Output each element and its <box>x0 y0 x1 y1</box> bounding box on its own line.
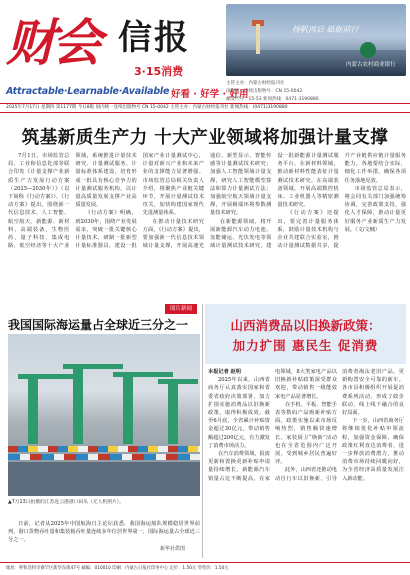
ad-bank-name: 内蒙古农村商业银行 <box>346 62 396 68</box>
port-photo <box>8 334 200 496</box>
info-line: 主管主办：内蒙古财经报刊社 <box>226 81 285 86</box>
edition-label: 3·15消费 <box>134 65 184 78</box>
port-headline: 我国国际海运量占全球近三分之一 <box>8 318 189 332</box>
shanxi-headline-1: 山西消费品以旧换新政策： <box>230 318 381 333</box>
article-paragraph: 7月1日，市场监管总局、工业和信息化部等联合印发《计量支撑产业新质生产力发展行动方案（2025—2030年）》（以下简称《行动方案》）。《行动方案》提出，围绕新一代信息技术、人工智能、航空航天、新能源、新材料、高端装备、生物医药、量子科技、集成电路、低空经济等十大产业领域，系统推进计量技术研究、计量测试服务、计量标准体系建设，培育形成一批具有核心竞争力的计量测试服务机构，以计量高质量发展支撑产业高质量发展。 <box>8 153 137 250</box>
crane-image <box>73 364 83 444</box>
bank-logo-icon <box>360 42 376 58</box>
photo-caption: ▲7月13日拍摄的江苏连云港港口码头（无人机照片）。 <box>8 500 124 505</box>
crane-image <box>123 372 133 444</box>
newspaper-logo <box>6 8 206 83</box>
article-paragraph: 在汽车消费领域，报废更新和置换更新补贴申请量持续增长，新能源汽车销量占比不断提高。在家电领域，8大类家电产品以旧换新补贴政策深受群众欢迎，带动销售一级能效家电产品显著增长。 <box>208 369 337 482</box>
article-paragraph: 市场监管总局表示，将会同有关部门加强统筹协调，完善政策支持，强化人才保障，推动计量更好服务产业新质生产力发展。（文/文楠） <box>344 185 406 233</box>
masthead <box>0 0 410 110</box>
containers-image <box>8 454 200 460</box>
logo-part1: 财会 <box>6 13 98 72</box>
footer-info: 地址：呼和浩特市赛罕区新华东街47号 邮编：010010 印刷：内蒙古日报社印务中心 定价：1.50元 零售价：1.50元 <box>0 562 410 575</box>
slogan-en: Attractable·Learnable·Available <box>6 86 170 97</box>
column-divider <box>202 304 203 558</box>
article-paragraph: 在推动计量技术研究方面，《行动方案》提出，要加强新一代信息技术领域计量支撑，开展高速光通信、新型显示、智能传感等计量测试技术研究；加强人工智能领域计量支撑，研究人工智能模型算法和算力计量测试方法；加强航空航天领域计量支撑，开展极端环境参数测量技术研究。 <box>142 153 272 250</box>
photo-credit: 新华社供图 <box>160 546 186 552</box>
crane-arm-image <box>63 364 123 369</box>
main-article <box>8 152 406 300</box>
picture-news-tag: 图片新闻 <box>165 304 197 314</box>
slogan-cn: 好看 · 好学 · 好用 <box>171 89 249 100</box>
crane-arm-image <box>113 372 173 377</box>
crane-arm-image <box>18 374 78 379</box>
article-paragraph: 《行动方案》还提出，要完善计量服务体系，鼓励计量技术机构与企业共建联合实验室，推动计量测试数据共享，提升产业链供应链计量服务能力。各地要结合实际，细化工作举措，确保各项任务落地见效。 <box>277 153 406 250</box>
article-paragraph: 在新能源领域，将开展新能源汽车动力电池、氢能储运、光伏发电等领域计量测试技术研究，建设一批新能源计量测试服务平台。在新材料领域，推动新材料性能表征计量测试技术研究。在高端装备领域，开展高端数控机床、工业机器人等精密测量技术研究。 <box>209 153 339 250</box>
crane-image <box>168 379 178 444</box>
ad-tower-image <box>256 24 260 54</box>
publication-info <box>226 80 406 104</box>
right-headline-box <box>205 304 406 364</box>
article-paragraph: 下一步，山西省商务厅将继续优化补贴申领流程，加强资金保障，确保政策红利直达消费者，进一步释放消费潜力，推动消费市场持续回暖向好，为全省经济高质量发展注入新动能。 <box>342 418 404 482</box>
article-paragraph: 在手机、平板、智能手表等数码产品购新补贴方面，政策实施以来市场反响热烈，销售额快速增长。家装厨卫“焕新”活动也在全省范围内广泛开展，受到城乡居民普遍好评。 <box>275 401 337 466</box>
date-issue-bar: 2025年7月17日 星期四 第1177期 今日8版 国内统一连续出版物号 CN 15-0042 主管主办：内蒙古财经报刊社 新闻热线：(0471)3190880 <box>0 103 410 113</box>
containers-image <box>8 446 200 452</box>
crane-arm-image <box>158 379 198 384</box>
info-line: 国内统一连续出版物号：CN 15-0042 <box>226 89 303 94</box>
water-image <box>8 462 200 496</box>
main-headline: 筑基新质生产力 十大产业领域将加强计量支撑 <box>21 128 389 148</box>
photo-news-text: 日前，记者从2025年中国航海日主论坛获悉，我国海运船队规模稳居世界前列，港口货物吞吐量和集装箱吞吐量连续多年位居世界第一，国际海运量占全球近三分之一。 <box>8 521 200 544</box>
article-paragraph: 2025年以来，山西省商务厅认真落实国家和省委省政府决策部署，加力扩围实施消费品以旧换新政策，取得积极成效。截至6月底，全省累计补贴资金超过30亿元，带动销售额超过200亿元，有力激发了消费市场活力。 <box>208 377 270 449</box>
byline: 本报记者 赵明 <box>208 369 241 375</box>
shanxi-headline-2: 加力扩围 惠民生 促消费 <box>232 338 379 353</box>
info-line: 邮发代号：15-53 新闻热线：0471-3190880 <box>226 97 319 102</box>
logo-part2: 信报 <box>118 18 190 58</box>
article-paragraph: 此外，山西省还推动电动自行车以旧换新，引导消费者淘汰老旧产品，更新购置安全可靠的新车。各市县积极组织开展促消费系列活动，形成了政企联动、线上线下融合的良好局面。 <box>275 369 404 482</box>
article-paragraph: 《行动方案》明确，到2030年，围绕产业发展需求，突破一批关键核心计量技术，研制一批新型计量标准器具，建设一批国家产业计量测试中心，计量对新兴产业和未来产业的支撑能力显著增强。市场监管总局相关负责人介绍，将聚焦产业链关键环节，开展计量测试技术攻关，加快构建国家现代先进测量体系。 <box>75 153 204 250</box>
bank-advertisement <box>226 4 406 76</box>
crane-image <box>28 374 38 444</box>
ad-slogan: 扬帆再启 砥砺前行 <box>292 25 359 34</box>
shanxi-article <box>208 368 404 558</box>
